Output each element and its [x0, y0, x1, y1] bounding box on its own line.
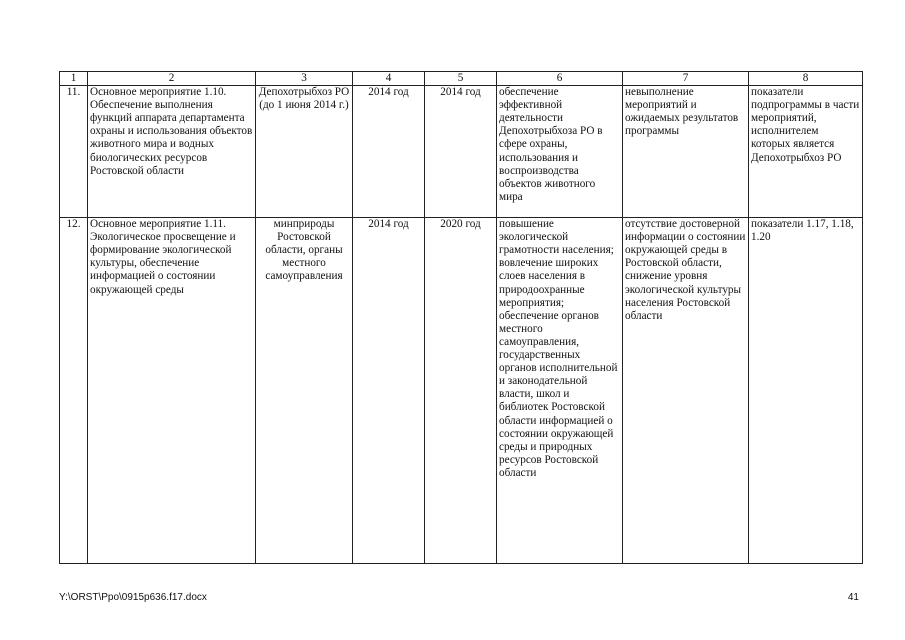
header-row — [60, 72, 863, 86]
measure-cell: Основное мероприятие 1.10. Обеспечение выполнения функций аппарата департамента охраны и использования объектов животного мира и водных биологических ресурсов Ростовской области — [88, 86, 256, 218]
activities-table — [59, 71, 863, 564]
document-path: Y:\ORST\Ppo\0915p636.f17.docx — [59, 592, 207, 603]
row-number: 12. — [60, 218, 88, 564]
column-number-3: 3 — [256, 72, 353, 86]
measure-cell: Основное мероприятие 1.11. Экологическое просвещение и формирование экологической культуры, обеспечение информацией о состоянии окружающей среды — [88, 218, 256, 564]
row-number: 11. — [60, 86, 88, 218]
end-year-cell: 2020 год — [425, 218, 497, 564]
indicators-cell: показатели подпрограммы в части мероприятий, исполнителем которых является Депохотрыбхоз РО — [749, 86, 863, 218]
executor-cell: минприроды Ростовской области, органы местного самоуправления — [256, 218, 353, 564]
page-number: 41 — [847, 592, 859, 603]
expected-result-cell: повышение экологической грамотности населения; вовлечение широких слоев населения в природоохранные мероприятия; обеспечение органов местного самоуправления, государственных органов исполнительной и законодательной власти, школ и библиотек Ростовской области информацией о состоянии окружающей среды и природных ресурсов Ростовской области — [497, 218, 623, 564]
column-number-8: 8 — [749, 72, 863, 86]
end-year-cell: 2014 год — [425, 86, 497, 218]
column-number-5: 5 — [425, 72, 497, 86]
column-number-6: 6 — [497, 72, 623, 86]
indicators-cell: показатели 1.17, 1.18, 1.20 — [749, 218, 863, 564]
column-number-1: 1 — [60, 72, 88, 86]
executor-cell: Депохотрыбхоз РО (до 1 июня 2014 г.) — [256, 86, 353, 218]
expected-result-cell: обеспечение эффективной деятельности Депохотрыбхоза РО в сфере охраны, использования и воспроизводства объектов животного мира — [497, 86, 623, 218]
consequences-cell: отсутствие достоверной информации о состоянии окружающей среды в Ростовской области, снижение уровня экологической культуры населения Ростовской области — [623, 218, 749, 564]
start-year-cell: 2014 год — [353, 218, 425, 564]
consequences-cell: невыполнение мероприятий и ожидаемых результатов программы — [623, 86, 749, 218]
column-number-4: 4 — [353, 72, 425, 86]
start-year-cell: 2014 год — [353, 86, 425, 218]
column-number-7: 7 — [623, 72, 749, 86]
table-row — [60, 218, 863, 564]
column-number-2: 2 — [88, 72, 256, 86]
table-row — [60, 86, 863, 218]
